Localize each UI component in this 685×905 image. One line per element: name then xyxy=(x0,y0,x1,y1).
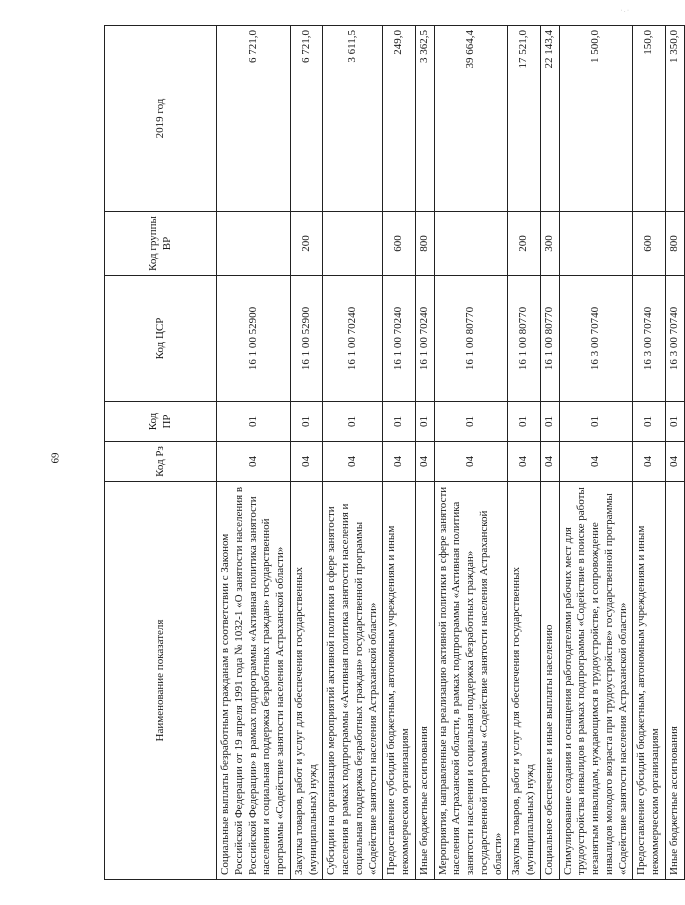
cell-vr: 200 xyxy=(508,212,541,276)
header-year: 2019 год xyxy=(105,26,217,212)
page-number: 69 xyxy=(49,452,62,464)
cell-pr: 01 xyxy=(383,402,416,442)
cell-name: Мероприятия, направленные на реализацию активной политики в сфере занятости населения Астраханской области, в рамках подпрограммы «Активная политика занятости населения и социальная поддержка безработных граждан» государственной программы «Содействие занятости населения Астраханской области» xyxy=(434,482,508,880)
cell-csr: 16 1 00 70240 xyxy=(323,276,383,402)
cell-rz: 04 xyxy=(383,442,416,482)
cell-name: Закупка товаров, работ и услуг для обеспечения государственных (муниципальных) нужд xyxy=(508,482,541,880)
table-row xyxy=(217,26,291,880)
cell-val: 3 362,5 xyxy=(415,26,434,212)
cell-name: Иные бюджетные ассигнования xyxy=(665,482,684,880)
cell-val: 22 143,4 xyxy=(540,26,559,212)
table-row xyxy=(323,26,383,880)
cell-pr: 01 xyxy=(508,402,541,442)
cell-pr: 01 xyxy=(559,402,633,442)
budget-table-container xyxy=(104,26,680,880)
cell-pr: 01 xyxy=(633,402,666,442)
cell-name: Социальные выплаты безработным гражданам в соответствии с Законом Российской Федерации от 19 апреля 1991 года № 1032-1 «О занятости населения в Российской Федерации» в рамках подпрограммы «Активная политика занятости населения и социальная поддержка безработных граждан» государственной программы «Содействие занятости населения Астраханской области» xyxy=(217,482,291,880)
cell-rz: 04 xyxy=(665,442,684,482)
cell-vr: 600 xyxy=(633,212,666,276)
header-rz: Код Рз xyxy=(105,442,217,482)
table-header-row xyxy=(105,26,217,880)
table-row xyxy=(383,26,416,880)
cell-csr: 16 1 00 80770 xyxy=(540,276,559,402)
cell-val: 6 721,0 xyxy=(290,26,323,212)
cell-csr: 16 1 00 52900 xyxy=(217,276,291,402)
cell-pr: 01 xyxy=(290,402,323,442)
cell-vr: 200 xyxy=(290,212,323,276)
cell-name: Закупка товаров, работ и услуг для обеспечения государственных (муниципальных) нужд xyxy=(290,482,323,880)
cell-val: 17 521,0 xyxy=(508,26,541,212)
header-csr: Код ЦСР xyxy=(105,276,217,402)
cell-pr: 01 xyxy=(323,402,383,442)
cell-name: Предоставление субсидий бюджетным, автономным учреждениям и иным некоммерческим организациям xyxy=(383,482,416,880)
cell-vr xyxy=(217,212,291,276)
cell-val: 249,0 xyxy=(383,26,416,212)
header-name: Наименование показателя xyxy=(105,482,217,880)
table-row xyxy=(633,26,666,880)
cell-pr: 01 xyxy=(217,402,291,442)
cell-csr: 16 1 00 80770 xyxy=(508,276,541,402)
cell-csr: 16 3 00 70740 xyxy=(633,276,666,402)
table-row xyxy=(559,26,633,880)
cell-vr xyxy=(323,212,383,276)
cell-vr xyxy=(559,212,633,276)
cell-rz: 04 xyxy=(290,442,323,482)
cell-name: Социальное обеспечение и иные выплаты населению xyxy=(540,482,559,880)
cell-vr: 800 xyxy=(665,212,684,276)
table-row xyxy=(434,26,508,880)
cell-name: Иные бюджетные ассигнования xyxy=(415,482,434,880)
table-row xyxy=(415,26,434,880)
cell-csr: 16 1 00 52900 xyxy=(290,276,323,402)
cell-name: Субсидии на организацию мероприятий активной политики в сфере занятости населения в рамках подпрограммы «Активная политика занятости населения и социальная поддержка безработных граждан» государственной программы «Содействие занятости населения Астраханской области» xyxy=(323,482,383,880)
cell-rz: 04 xyxy=(508,442,541,482)
cell-val: 39 664,4 xyxy=(434,26,508,212)
cell-val: 1 350,0 xyxy=(665,26,684,212)
cell-pr: 01 xyxy=(665,402,684,442)
cell-csr: 16 1 00 70240 xyxy=(415,276,434,402)
cell-rz: 04 xyxy=(323,442,383,482)
header-pr: Код ПР xyxy=(105,402,217,442)
table-row xyxy=(290,26,323,880)
cell-csr: 16 1 00 70240 xyxy=(383,276,416,402)
cell-rz: 04 xyxy=(217,442,291,482)
cell-val: 150,0 xyxy=(633,26,666,212)
cell-pr: 01 xyxy=(540,402,559,442)
cell-name: Стимулирование создания и оснащения работодателями рабочих мест для трудоустройства инвалидов в рамках подпрограммы «Содействие в поиске работы незанятым инвалидам, нуждающимся в трудоустройстве, и сопровождение инвалидов молодого возраста при трудоустройстве» государственной программы «Содействие занятости населения Астраханской области» xyxy=(559,482,633,880)
cell-vr: 300 xyxy=(540,212,559,276)
cell-val: 1 500,0 xyxy=(559,26,633,212)
cell-rz: 04 xyxy=(633,442,666,482)
cell-csr: 16 3 00 70740 xyxy=(559,276,633,402)
table-row xyxy=(665,26,684,880)
cell-rz: 04 xyxy=(415,442,434,482)
table-row xyxy=(508,26,541,880)
cell-val: 3 611,5 xyxy=(323,26,383,212)
cell-pr: 01 xyxy=(415,402,434,442)
cell-vr: 800 xyxy=(415,212,434,276)
cell-vr xyxy=(434,212,508,276)
scan-specks: · . · xyxy=(620,8,629,14)
cell-rz: 04 xyxy=(540,442,559,482)
header-vr: Код группы ВР xyxy=(105,212,217,276)
cell-csr: 16 1 00 80770 xyxy=(434,276,508,402)
budget-table xyxy=(104,25,685,880)
cell-rz: 04 xyxy=(434,442,508,482)
cell-pr: 01 xyxy=(434,402,508,442)
cell-name: Предоставление субсидий бюджетным, автономным учреждениям и иным некоммерческим организациям xyxy=(633,482,666,880)
table-row xyxy=(540,26,559,880)
cell-val: 6 721,0 xyxy=(217,26,291,212)
cell-vr: 600 xyxy=(383,212,416,276)
cell-csr: 16 3 00 70740 xyxy=(665,276,684,402)
cell-rz: 04 xyxy=(559,442,633,482)
